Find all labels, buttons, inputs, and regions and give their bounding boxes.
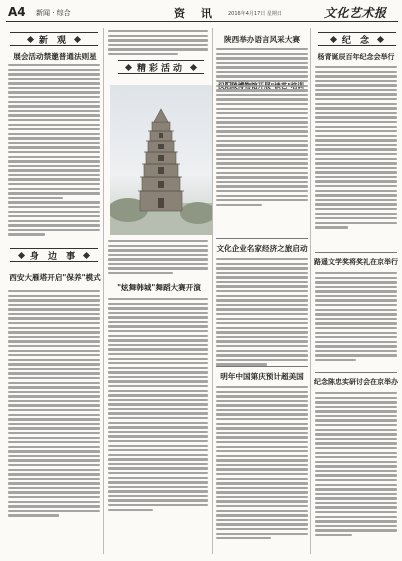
pagoda-photo [110,85,212,235]
article-body [8,290,100,519]
diamond-ornament-icon [377,35,384,42]
article-headline: 杨青诞辰百年纪念会举行 [317,53,395,61]
article-divider [315,372,397,373]
article-body [216,258,308,368]
newspaper-logo: 文化艺术报 [324,6,387,20]
masthead [6,4,398,22]
section-title-events: 精彩活动 [118,60,204,74]
article-divider [315,252,397,253]
article-headline: 纪念陈忠实研讨会在京举办 [314,378,398,386]
article-body [216,48,308,208]
article-headline: 展会活动禁邀普通法则星 [13,52,97,61]
diamond-ornament-icon [190,63,197,70]
column-divider [212,28,213,554]
section-title-memorial: 纪 念 [318,32,396,46]
article-body [108,298,208,513]
article-headline: 陕西举办语言风采大赛 [224,35,300,44]
article-headline: 西安大雁塔开启"保养"模式 [9,273,101,282]
diamond-ornament-icon [125,63,132,70]
column-divider [103,28,104,554]
diamond-ornament-icon [27,35,34,42]
article-body [315,272,397,364]
diamond-ornament-icon [18,251,25,258]
column-divider [310,28,311,554]
diamond-ornament-icon [83,251,90,258]
article-body [108,240,208,277]
article-headline: "炫舞韩城"舞蹈大赛开演 [117,283,201,292]
issue-date: 2016年4月17日 星期日 [228,11,282,17]
section-label: 新闻 · 综合 [36,9,71,17]
article-divider [216,238,308,239]
article-headline: 路遥文学奖将奖礼在京举行 [314,258,398,266]
page-title: 资 讯 [174,7,218,20]
section-title-news: 新 观 [10,32,98,46]
page-number: A4 [8,5,26,19]
article-headline: 明年中国第庆预计超美国 [220,372,304,381]
article-body [315,392,397,539]
article-divider [216,366,308,367]
article-body [216,386,308,542]
article-body [8,64,100,238]
article-headline: 文化企业名家经济之旅启动 [216,244,308,253]
diamond-ornament-icon [74,35,81,42]
pagoda-illustration [110,85,212,235]
diamond-ornament-icon [330,35,337,42]
section-title-local: 身 边 事 [10,248,98,262]
article-body [315,66,397,231]
article-body [108,30,208,57]
